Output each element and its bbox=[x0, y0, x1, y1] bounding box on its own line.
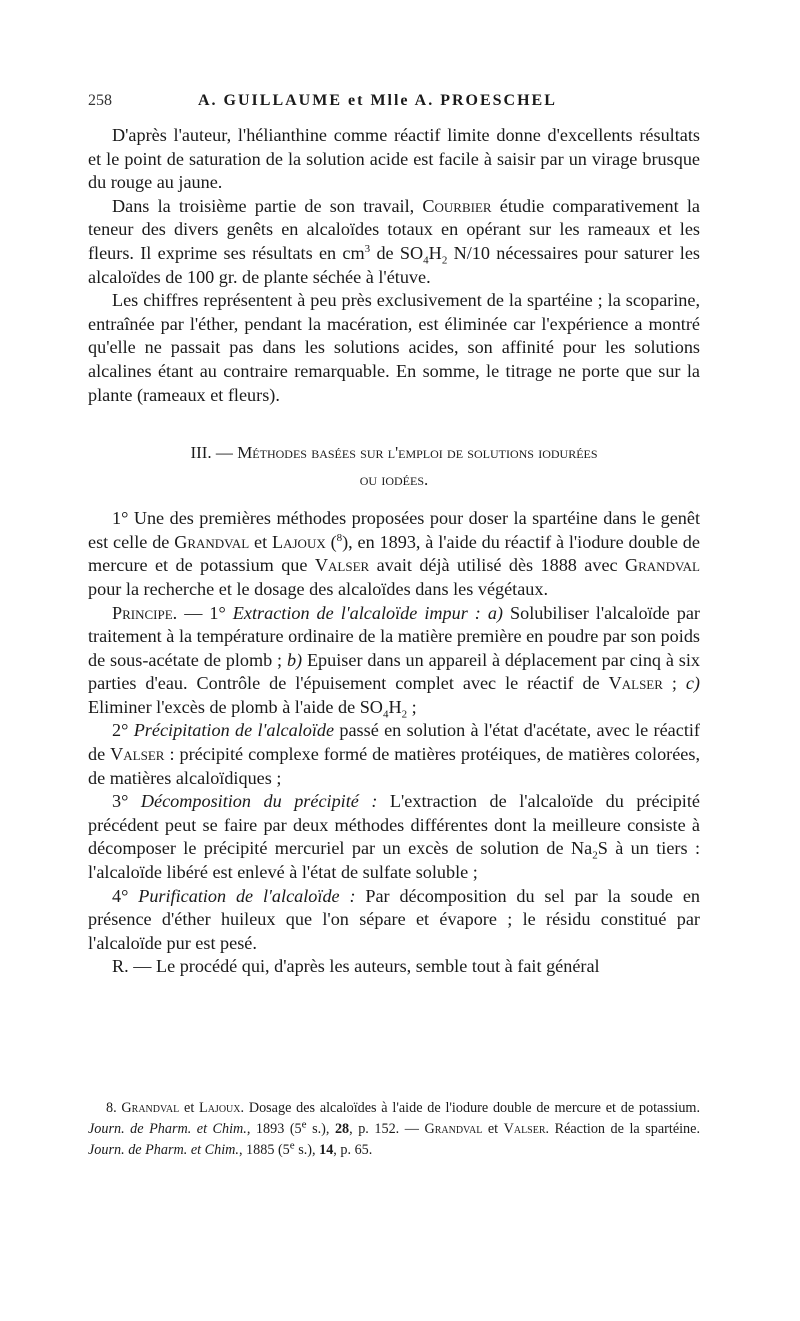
author-name: Valser bbox=[110, 744, 165, 765]
subscript: 4 bbox=[423, 254, 429, 267]
author-name: Valser bbox=[608, 673, 663, 694]
text-run: de SO bbox=[370, 242, 424, 263]
subscript: 2 bbox=[401, 708, 408, 721]
paragraph-text: R. — Le procédé qui, d'après les auteurs, semble tout à fait général bbox=[112, 956, 600, 977]
paragraph bbox=[88, 507, 700, 601]
paragraph bbox=[88, 790, 700, 884]
paragraph bbox=[88, 289, 700, 407]
text-run: N/10 nécessaires pour saturer les alcaloïdes de 100 gr. de plante séchée à l'étuve. bbox=[88, 242, 700, 287]
section-title-line-2: ou iodées. bbox=[359, 470, 429, 490]
subscript: 4 bbox=[382, 708, 389, 721]
section-number: III. — bbox=[190, 443, 238, 463]
text-run: ), en 1893, à l'aide du réactif à l'iodure double de mercure et de potassium que bbox=[88, 531, 700, 576]
author-name: Grandval bbox=[121, 1100, 180, 1116]
body-text bbox=[88, 124, 700, 979]
paragraph-text: Les chiffres représentent à peu près exclusivement de la spartéine ; la scoparine, entraînée par l'éther, pendant la macération, est éliminée car l'expérience a montré qu'elle ne passait pas dans les solutions acides, son affinité pour les solutions alcalines étant au contraire remarquable. En somme, le titrage ne porte que sur la plante (rameaux et fleurs). bbox=[88, 290, 700, 405]
text-run: ; bbox=[407, 696, 417, 717]
text-run: 1° Une des premières méthodes proposées pour doser la spartéine dans le genêt est celle de bbox=[88, 508, 700, 552]
text-run: , 1885 (5 bbox=[238, 1142, 290, 1158]
italic-run: Décomposition du précipité : bbox=[140, 791, 378, 812]
section-title-line-1: Méthodes basées sur l'emploi de solutions iodurées bbox=[237, 443, 598, 463]
italic-run: Purification de l'alcaloïde : bbox=[138, 885, 356, 906]
text-run: Eliminer l'excès de plomb à l'aide de SO bbox=[88, 696, 383, 717]
text-run: : précipité complexe formé de matières protéiques, de matières colorées, de matières alcaloïdiques ; bbox=[88, 744, 701, 788]
volume-number: 14 bbox=[319, 1142, 334, 1158]
footnote-number: 8. bbox=[106, 1100, 122, 1116]
section-heading bbox=[88, 439, 700, 493]
text-run: et bbox=[179, 1100, 200, 1116]
italic-run: Extraction de l'alcaloïde impur : a) bbox=[232, 602, 503, 623]
footnotes bbox=[88, 1098, 700, 1161]
paragraph bbox=[88, 719, 700, 790]
text-run: , p. 152. — bbox=[349, 1121, 425, 1137]
subscript: 2 bbox=[441, 254, 448, 267]
text-run: avait déjà utilisé dès 1888 avec bbox=[369, 555, 625, 576]
run-in-heading: Principe. bbox=[112, 602, 178, 623]
author-name: Valser bbox=[314, 555, 370, 576]
author-name: Courbier bbox=[422, 195, 492, 216]
paragraph bbox=[88, 602, 700, 720]
text-run: 3° bbox=[112, 791, 141, 812]
text-run: pour la recherche et le dosage des alcaloïdes dans les végétaux. bbox=[88, 578, 549, 599]
paragraph bbox=[88, 195, 700, 289]
paragraph-text: D'après l'auteur, l'hélianthine comme réactif limite donne d'excellents résultats et le point de saturation de la solution acide est facile à saisir par un virage brusque du rouge au jaune. bbox=[88, 125, 700, 193]
paragraph bbox=[88, 124, 700, 195]
text-run: étudie comparativement la teneur des divers genêts en alcaloïdes totaux en opérant sur les rameaux et les fleurs. Il exprime ses résultats en cm bbox=[88, 195, 700, 263]
running-header bbox=[88, 92, 708, 118]
volume-number: 28 bbox=[334, 1121, 350, 1137]
text-run: — 1° bbox=[177, 602, 233, 623]
author-name: Grandval bbox=[174, 531, 250, 552]
author-name: Lajoux bbox=[272, 531, 326, 552]
text-run: . Dosage des alcaloïdes à l'aide de l'iodure double de mercure et de potassium. bbox=[240, 1100, 700, 1116]
text-run: 2° bbox=[112, 720, 134, 741]
text-run: H bbox=[388, 696, 402, 717]
text-run: , p. 65. bbox=[333, 1142, 373, 1158]
superscript: e bbox=[289, 1139, 295, 1152]
footnote-reference: 8 bbox=[336, 531, 343, 544]
superscript: 3 bbox=[364, 242, 371, 255]
italic-run: b) bbox=[286, 649, 303, 670]
journal-title: Journ. de Pharm. et Chim. bbox=[88, 1142, 239, 1158]
subscript: 2 bbox=[592, 850, 598, 863]
running-title: A. GUILLAUME et Mlle A. PROESCHEL bbox=[198, 92, 557, 109]
text-run: , 1893 (5 bbox=[246, 1121, 302, 1137]
text-run: ( bbox=[325, 531, 337, 552]
author-name: Lajoux bbox=[199, 1100, 241, 1116]
text-run: ; bbox=[662, 673, 686, 694]
footnote bbox=[88, 1098, 700, 1161]
italic-run: Précipitation de l'alcaloïde bbox=[133, 720, 335, 741]
text-run: s.), bbox=[294, 1142, 320, 1158]
text-run: et bbox=[482, 1121, 504, 1137]
page-number: 258 bbox=[88, 92, 112, 109]
text-run: H bbox=[428, 242, 442, 263]
author-name: Valser bbox=[503, 1121, 546, 1137]
italic-run: c) bbox=[685, 673, 700, 694]
author-name: Grandval bbox=[624, 555, 700, 576]
text-run: 4° bbox=[112, 885, 139, 906]
text-run: et bbox=[249, 531, 272, 552]
journal-title: Journ. de Pharm. et Chim. bbox=[88, 1121, 247, 1137]
superscript: e bbox=[301, 1118, 307, 1131]
text-run: L'extraction de l'alcaloïde du précipité précédent peut se faire par deux méthodes différentes dont la meilleure consiste à décomposer le précipité mercuriel par un excès de solution de Na bbox=[88, 791, 700, 859]
text-run: . Réaction de la spartéine. bbox=[545, 1121, 700, 1137]
text-run: Epuiser dans un appareil à déplacement par cinq à six parties d'eau. Contrôle de l'épuisement complet avec le réactif de bbox=[88, 649, 700, 694]
text-run: s.), bbox=[306, 1121, 335, 1137]
paragraph bbox=[88, 955, 700, 979]
text-run: Dans la troisième partie de son travail, bbox=[112, 195, 423, 216]
paragraph bbox=[88, 885, 700, 956]
text-run: passé en solution à l'état d'acétate, avec le réactif de bbox=[88, 720, 700, 765]
text-run: Solubiliser l'alcaloïde par traitement à la température ordinaire de la matière première en poudre par son poids de sous-acétate de plomb ; bbox=[88, 602, 700, 670]
text-run: Par décomposition du sel par la soude en présence d'éther huileux que l'on sépare et évapore ; le résidu constitué par l'alcaloïde pur est pesé. bbox=[88, 885, 700, 953]
author-name: Grandval bbox=[424, 1121, 483, 1137]
text-run: S à un tiers : l'alcaloïde libéré est enlevé à l'état de sulfate soluble ; bbox=[88, 838, 701, 883]
